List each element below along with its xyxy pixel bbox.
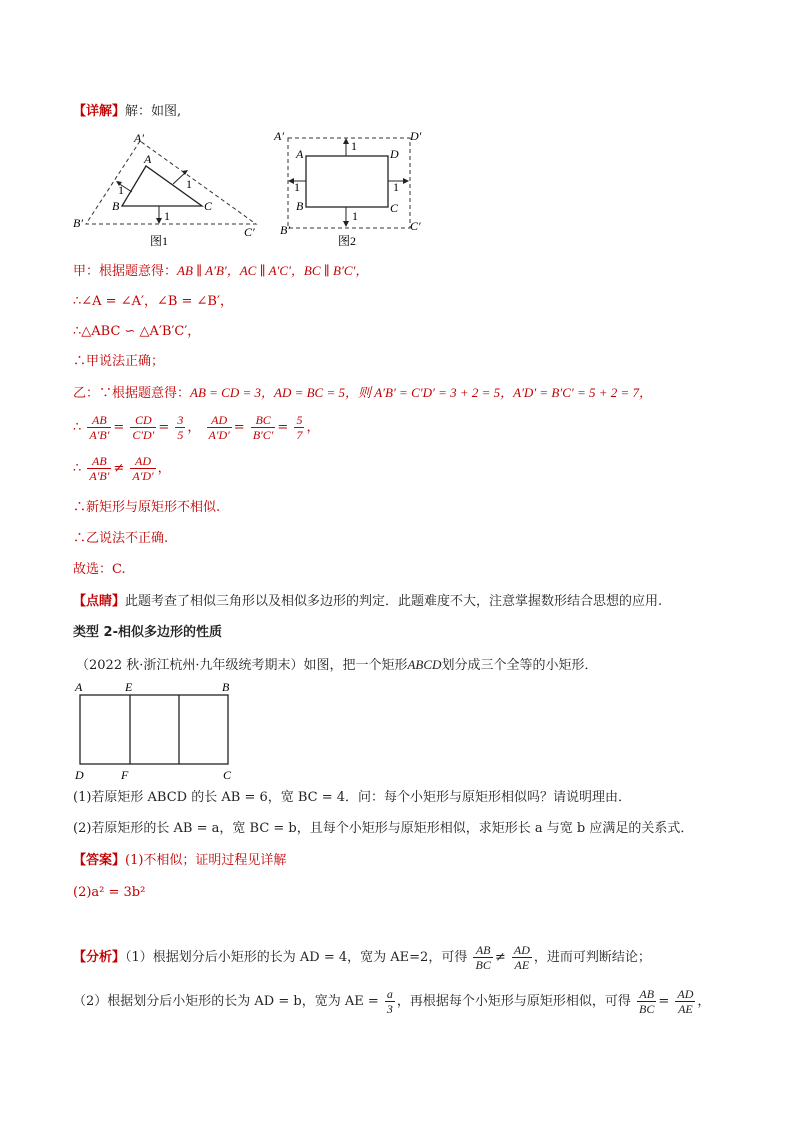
jia-line-4: ∴甲说法正确； bbox=[73, 354, 165, 369]
analysis-2: （2）根据划分后小矩形的长为 AD = b，宽为 AE = $\frac{a}{3}$ ，再根据每个小矩形与原矩形相似，可得 $\frac{AB}{BC}$ = $\frac{AD}{AE}$ ， bbox=[73, 987, 711, 1016]
label-A: A bbox=[144, 152, 152, 166]
therefore-2: ∴ bbox=[73, 461, 82, 476]
label-Bp: B′ bbox=[73, 216, 83, 230]
label-B2: B bbox=[296, 199, 304, 213]
detail-tag: 【详解】 bbox=[73, 104, 126, 119]
arrowhead-right2 bbox=[403, 178, 409, 184]
analysis-tag: 【分析】 bbox=[73, 950, 126, 965]
label-C: C bbox=[204, 199, 213, 213]
question-2: (2)若原矩形的长 AB = a，宽 BC = b，且每个小矩形与原矩形相似，求矩形长 a 与宽 b 应满足的关系式． bbox=[73, 821, 694, 836]
frac-3-5: $\frac{3}{5}$ bbox=[177, 413, 184, 442]
arrowhead-top bbox=[343, 138, 349, 144]
analysis-p2-tail: ， bbox=[697, 994, 711, 1009]
comment-tag: 【点睛】 bbox=[73, 594, 126, 609]
question-1: (1)若原矩形 ABCD 的长 AB = 6，宽 BC = 4．问：每个小矩形与原矩形相似吗？请说明理由． bbox=[73, 790, 632, 805]
fig2-caption: 图2 bbox=[338, 234, 357, 248]
frac-ad-ae: $\frac{AD}{AE}$ bbox=[513, 943, 530, 972]
detail-line bbox=[73, 103, 181, 121]
analysis-p2-mid: ，再根据每个小矩形与原矩形相似，可得 bbox=[396, 994, 631, 1009]
comment-line bbox=[73, 593, 662, 611]
label-Bp2: B′ bbox=[280, 223, 290, 237]
label-B: B bbox=[112, 199, 120, 213]
fig1-caption: 图1 bbox=[150, 234, 169, 248]
label-C3: C bbox=[223, 768, 232, 782]
label-Cp: C′ bbox=[244, 225, 255, 239]
label-1t: 1 bbox=[351, 139, 357, 153]
problem-line bbox=[76, 656, 597, 675]
label-E3: E bbox=[125, 680, 133, 694]
label-1r: 1 bbox=[393, 180, 399, 194]
big-rectangle bbox=[80, 695, 228, 764]
frac-a-3: $\frac{a}{3}$ bbox=[386, 987, 393, 1016]
label-1c: 1 bbox=[164, 209, 170, 223]
frac-ad-ae-2: $\frac{AD}{AE}$ bbox=[677, 987, 694, 1016]
figure-2 bbox=[270, 128, 430, 253]
frac-ad-apdp-2: $\frac{AD}{A'D'}$ bbox=[132, 454, 154, 483]
yi-line-4: ∴新矩形与原矩形不相似. bbox=[73, 500, 221, 515]
figure-1 bbox=[70, 128, 270, 253]
problem-abcd: ABCD bbox=[407, 657, 442, 672]
section-heading: 类型 2-相似多边形的性质 bbox=[73, 625, 222, 640]
label-1l: 1 bbox=[294, 180, 300, 194]
problem-source: （2022 秋·浙江杭州·九年级统考期末）如图，把一个矩形 bbox=[76, 658, 408, 673]
label-B3: B bbox=[222, 680, 230, 694]
label-D2: D bbox=[390, 147, 399, 161]
problem-tail: 划分成三个全等的小矩形． bbox=[441, 658, 598, 673]
answer-1: (1)不相似；证明过程见详解 bbox=[125, 853, 287, 868]
label-C2: C bbox=[390, 201, 399, 215]
jia-line-3: ∴△ABC ∽ △A′B′C′， bbox=[73, 324, 201, 339]
frac-ad-apdp: $\frac{AD}{A'D'}$ bbox=[208, 413, 230, 442]
analysis-1: 【分析】（1）根据划分后小矩形的长为 AD = 4，宽为 AE=2，可得 $\frac{AB}{BC}$ ≠ $\frac{AD}{AE}$ ，进而可判断结论； bbox=[73, 943, 651, 972]
label-F3: F bbox=[121, 768, 129, 782]
frac-ab-bc-2: $\frac{AB}{BC}$ bbox=[639, 987, 655, 1016]
label-Dp2: D′ bbox=[410, 129, 422, 143]
detail-text: 解：如图, bbox=[125, 104, 182, 119]
frac-cd-cpdp: $\frac{CD}{C'D'}$ bbox=[132, 413, 155, 442]
arrow-right bbox=[173, 172, 186, 184]
frac-5-7: $\frac{5}{7}$ bbox=[296, 413, 303, 442]
label-Ap: A′ bbox=[134, 131, 144, 145]
label-Ap2: A′ bbox=[274, 129, 284, 143]
analysis-p1: （1）根据划分后小矩形的长为 AD = 4，宽为 AE=2，可得 bbox=[125, 950, 468, 965]
comment-text: 此题考查了相似三角形以及相似多边形的判定．此题难度不大，注意掌握数形结合思想的应用. bbox=[125, 594, 663, 609]
label-1b: 1 bbox=[186, 177, 192, 191]
therefore-1: ∴ bbox=[73, 420, 82, 435]
yi-line-5: ∴乙说法不正确. bbox=[73, 531, 169, 546]
label-A2: A bbox=[296, 147, 304, 161]
jia-prefix: 甲：根据题意得： bbox=[73, 264, 178, 279]
arrowhead-bottom2 bbox=[343, 221, 349, 227]
jia-math: AB ∥ A′B′，AC ∥ A′C′，BC ∥ B′C′， bbox=[177, 263, 369, 278]
frac-ab-apbp: $\frac{AB}{A'B'}$ bbox=[89, 413, 110, 442]
frac-bc-bpcp: $\frac{BC}{B'C'}$ bbox=[252, 413, 274, 442]
answer-2: (2)a² = 3b² bbox=[73, 885, 146, 900]
inner-rectangle bbox=[306, 156, 388, 207]
analysis-p2: （2）根据划分后小矩形的长为 AD = b，宽为 AE = bbox=[73, 994, 379, 1009]
yi-prefix: 乙：∵根据题意得： bbox=[73, 386, 191, 401]
jia-line-1 bbox=[73, 262, 368, 281]
frac-ab-bc: $\frac{AB}{BC}$ bbox=[475, 943, 491, 972]
label-A3: A bbox=[75, 680, 83, 694]
choose-line: 故选：C. bbox=[73, 562, 126, 577]
figure-3 bbox=[72, 678, 244, 784]
frac-ab-apbp-2: $\frac{AB}{A'B'}$ bbox=[89, 454, 110, 483]
answer-tag: 【答案】 bbox=[73, 853, 126, 868]
jia-line-2: ∴∠A = ∠A′，∠B = ∠B′， bbox=[73, 294, 233, 309]
label-1a: 1 bbox=[118, 183, 124, 197]
answer-line bbox=[73, 852, 286, 870]
label-1bt: 1 bbox=[352, 209, 358, 223]
label-Cp2: C′ bbox=[410, 219, 421, 233]
yi-line-1 bbox=[73, 384, 652, 403]
yi-line-3: ∴ $\frac{AB}{A'B'}$ ≠ $\frac{AD}{A'D'}$ ， bbox=[73, 454, 171, 483]
yi-math: AB = CD = 3，AD = BC = 5，则 A′B′ = C′D′ = 3 + 2 = 5，A′D′ = B′C′ = 5 + 2 = 7， bbox=[190, 385, 653, 400]
analysis-p1-tail: ，进而可判断结论； bbox=[533, 950, 651, 965]
arrowhead-bottom bbox=[156, 218, 162, 224]
label-D3: D bbox=[75, 768, 84, 782]
yi-line-2: ∴ $\frac{AB}{A'B'}$ = $\frac{CD}{C'D'}$ = $\frac{3}{5}$ ， $\frac{AD}{A'D'}$ = $\frac{BC}{B'C'}$ = $\frac{5}{7}$ ， bbox=[73, 413, 320, 442]
